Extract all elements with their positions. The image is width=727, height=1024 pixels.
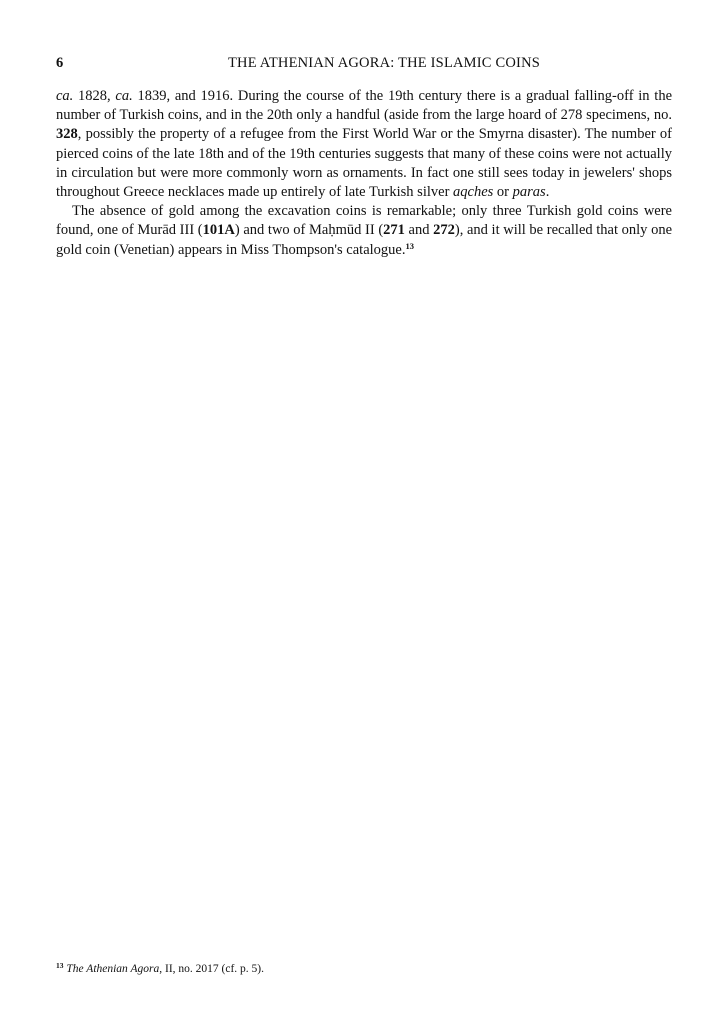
coin-number: 271 <box>383 222 405 239</box>
text-span: ca. <box>56 88 74 104</box>
text-span: aqches <box>453 184 494 201</box>
footnote-title: The Athenian Agora <box>66 963 160 975</box>
coin-number: 328 <box>56 126 78 143</box>
text-span: ) and two of Maḥmūd II ( <box>234 222 384 239</box>
running-header <box>56 52 672 74</box>
footnote-marker: 13 <box>56 961 64 970</box>
text-span: , possibly the property of a refugee from the First World War or the Smyrna disaster). The number of pierced coins of the late 18th and of the 19th centuries suggests that many of these coins were not actually in circulation but were more commonly worn as ornaments. In fact one still sees today in jewelers' shops throughout Greece necklaces made up entirely of late Turkish silver <box>56 126 672 201</box>
footnote <box>56 961 672 977</box>
text-span: 1828, <box>73 88 116 104</box>
text-span: and <box>404 222 434 239</box>
text-span: ca. <box>115 88 133 104</box>
text-span: 1839, and 1916. During the course of the 19th century there is a gradual falling-off in the number of Turkish coins, and in the 20th only a handful (aside from the large hoard of 278 specimens, no. <box>56 88 673 124</box>
running-title: THE ATHENIAN AGORA: THE ISLAMIC COINS <box>227 55 541 71</box>
coin-number: 101A <box>202 222 235 239</box>
paragraph-1 <box>56 87 672 202</box>
text-span: or <box>493 184 513 201</box>
body-text <box>56 87 672 260</box>
footnote-reference[interactable]: 13 <box>405 240 414 251</box>
page-number: 6 <box>56 55 64 71</box>
coin-number: 272 <box>433 222 455 239</box>
footnote-text: , II, no. 2017 (cf. p. 5). <box>159 963 264 975</box>
text-span: The absence of gold among the excavation coins is remarkable; only three Turkish gold coins were found, one of Murād III ( <box>56 203 672 239</box>
paragraph-2 <box>56 202 672 260</box>
text-span: . <box>545 184 550 201</box>
text-span: ), and it will be recalled that only one gold coin (Venetian) appears in Miss Thompson's catalogue. <box>56 222 673 258</box>
text-span: paras <box>512 184 546 201</box>
